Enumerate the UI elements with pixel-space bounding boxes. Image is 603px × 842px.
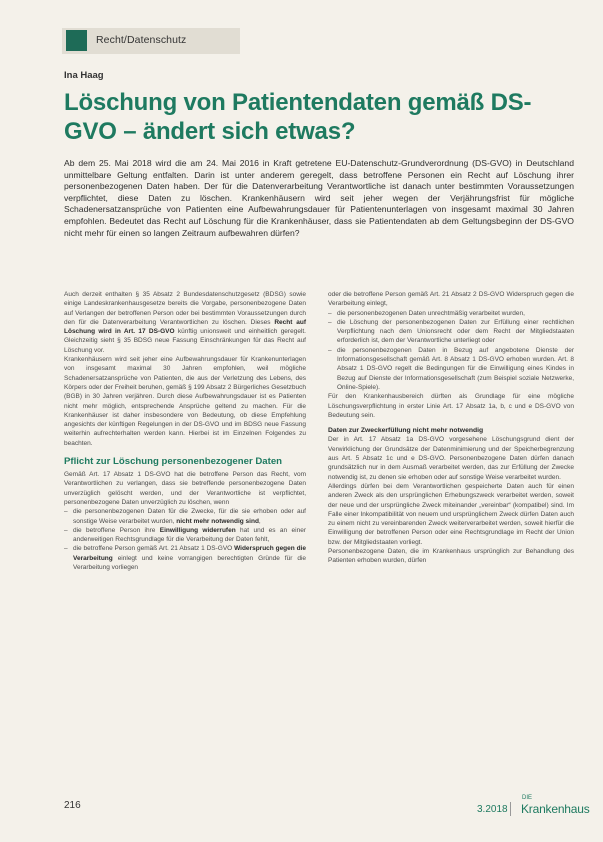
- page-number: 216: [64, 800, 81, 811]
- issue-number: 3.2018: [477, 804, 508, 815]
- section-label: Recht/Datenschutz: [96, 34, 187, 46]
- subheading: Daten zur Zweckerfüllung nicht mehr notwendig: [328, 427, 484, 435]
- text: Auch derzeit enthalten § 35 Absatz 2 Bundesdatenschutzgesetz (BDSG) sowie einige Landeskrankenhausgesetze bereits die Vorgabe, personenbezogene Daten auf Verlangen der betroffenen Person oder bei bestimmten Voraussetzungen durch den für die Datenverarbeitung Verantwortlichen zu löschen. Dieses: [64, 291, 306, 326]
- paragraph: Für den Krankenhausbereich dürften als Grundlage für eine mögliche Löschungsverpflichtung in erster Linie Art. 17 Absatz 1a, b, c und e DS-GVO von Bedeutung sein.: [328, 393, 574, 419]
- text: einlegt und keine vorrangigen berechtigten Gründe für die Verarbeitung vorliegen: [73, 554, 306, 572]
- text: künftig unionsweit und einheitlich geregelt. Gleichzeitig sieht § 35 BDSG neue Fassung Einschränkungen für das Recht auf Löschung vor.: [64, 328, 306, 354]
- author: Ina Haag: [64, 70, 104, 81]
- bold-text: nicht mehr notwendig sind: [176, 517, 259, 525]
- list: [64, 507, 306, 572]
- magazine-logo-prefix: DIE: [522, 795, 533, 801]
- magazine-logo: Krankenhaus: [521, 802, 590, 816]
- paragraph: Personenbezogene Daten, die im Krankenhaus ursprünglich zur Behandlung des Patienten erhoben wurden, dürfen: [328, 548, 574, 565]
- list-item: – die Löschung der personenbezogenen Daten zur Erfüllung einer rechtlichen Verpflichtung nach dem Unionsrecht oder dem Recht der Mitgliedstaaten erforderlich ist, dem der Verantwortliche unterliegt oder: [328, 318, 574, 346]
- list-item: [64, 507, 306, 526]
- list-item: [64, 544, 306, 572]
- column-left: [64, 290, 306, 572]
- text: hat und es an einer anderweitigen Rechtsgrundlage für die Verarbeitung der Daten fehlt,: [73, 526, 306, 544]
- text: ,: [258, 517, 261, 525]
- list-item: – die personenbezogenen Daten in Bezug auf angebotene Dienste der Informationsgesellschaft gemäß Art. 8 Absatz 1 DS-GVO erhoben wurden. Art. 8 Absatz 1 DS-GVO regelt die Bedingungen für die Einwilligung eines Kindes in Bezug auf Dienste der Informationsgesellschaft (zum Beispiel soziale Netzwerke, Online-Spiele).: [328, 346, 574, 392]
- paragraph: Allerdings dürfen bei dem Verantwortlichen gespeicherte Daten auch für einen anderen Zweck als den ursprünglichen Erhebungszweck verarbeitet werden, soweit der neue und der ursprüngliche Zweck miteinander „vereinbar“ (kompatibel) sind. Im Falle einer Inkompatibilität von neuem und ursprünglichem Zweck dürfen Daten auch zu einem nicht zu vereinbarenden Zweck weiterverarbeitet werden, soweit hierfür die Einwilligung der betroffenen Person oder eine Rechtsgrundlage im Recht der Union bzw. der Mitgliedstaaten vorliegt.: [328, 482, 574, 546]
- bold-text: Recht auf Löschung wird in Art. 17 DS-GVO: [64, 318, 306, 336]
- section-marker-icon: [66, 30, 87, 51]
- lead-paragraph: Ab dem 25. Mai 2018 wird die am 24. Mai 2016 in Kraft getretene EU-Datenschutz-Grundverordnung (DS-GVO) in Deutschland unmittelbare Geltung entfalten. Darin ist unter anderem geregelt, dass betroffene Personen ein Recht auf Löschung ihrer personenbezogenen Daten haben. Der für die Datenverarbeitung Verantwortliche ist danach unter bestimmten Voraussetzungen verpflichtet, diese Daten zu löschen. Krankenhäusern wird seit jeher wegen der Verjährungsfrist für mögliche Schadenersatzansprüche von Patienten eine Aufbewahrungsdauer für Patientenunterlagen von insgesamt maximal 30 Jahren empfohlen. Bedeutet das Recht auf Löschung für die Krankenhäuser, dass sie Patientendaten ab dem Geltungsbeginn der DS-GVO nicht mehr für einen so langen Zeitraum aufbewahren dürfen?: [64, 158, 574, 238]
- text: die personenbezogenen Daten für die Zwecke, für die sie erhoben oder auf sonstige Weise verarbeitet wurden,: [73, 508, 306, 525]
- article-title: Löschung von Patientendaten gemäß DS-GVO – ändert sich etwas?: [64, 89, 532, 145]
- paragraph: oder die betroffene Person gemäß Art. 21 Absatz 2 DS-GVO Widerspruch gegen die Verarbeitung einlegt,: [328, 291, 574, 308]
- paragraph: [64, 290, 306, 355]
- text: die betroffene Person gemäß Art. 21 Absatz 1 DS-GVO: [73, 545, 235, 553]
- paragraph: Gemäß Art. 17 Absatz 1 DS-GVO hat die betroffene Person das Recht, vom Verantwortlichen zu verlangen, dass sie betreffende personenbezogene Daten unverzüglich gelöscht werden, und der Verantwortliche ist verpflichtet, personenbezogene Daten unverzüglich zu löschen, wenn: [64, 471, 306, 506]
- bold-text: Einwilligung widerrufen: [159, 526, 236, 534]
- list-item: [64, 526, 306, 545]
- footer-divider: [510, 802, 511, 816]
- bold-text: Widerspruch gegen die Verarbeitung: [73, 545, 306, 562]
- column-right: [328, 290, 574, 566]
- paragraph: Krankenhäusern wird seit jeher eine Aufbewahrungsdauer für Krankenunterlagen von insgesamt maximal 30 Jahren empfohlen, weil mögliche Schadenersatzansprüche von Patienten, die aus der Verletzung des Lebens, des Körpers oder der Freiheit beruhen, gemäß § 199 Absatz 2 Bürgerliches Gesetzbuch (BGB) in 30 Jahren verjähren. Durch diese Aufbewahrungsdauer ist es Patienten nicht mehr möglich, entsprechende Ansprüche geltend zu machen. Für die Krankenhäuser ist daher insbesondere von Bedeutung, ob diese Empfehlung angesichts der künftigen Regelungen in der DS-GVO und im BDSG neue Fassung weiterhin aufrechterhalten werden kann. Hierbei ist im Einzelnen Folgendes zu beachten.: [64, 356, 306, 447]
- paragraph: Der in Art. 17 Absatz 1a DS-GVO vorgesehene Löschungsgrund dient der Verwirklichung der Grundsätze der Datenminimierung und der Speicherbegrenzung aus Art. 5 Absatz 1c und e DS-GVO. Personenbezogene Daten dürfen danach grundsätzlich nur in dem Ausmaß verarbeitet werden, das zur Erfüllung der Zwecke notwendig ist, zu denen sie erhoben oder auf sonstige Weise verarbeitet wurden.: [328, 436, 574, 481]
- text: die betroffene Person ihre: [73, 526, 160, 534]
- list: [328, 309, 574, 393]
- subheading: Pflicht zur Löschung personenbezogener Daten: [64, 456, 283, 468]
- list-item: – die personenbezogenen Daten unrechtmäßig verarbeitet wurden,: [328, 309, 574, 318]
